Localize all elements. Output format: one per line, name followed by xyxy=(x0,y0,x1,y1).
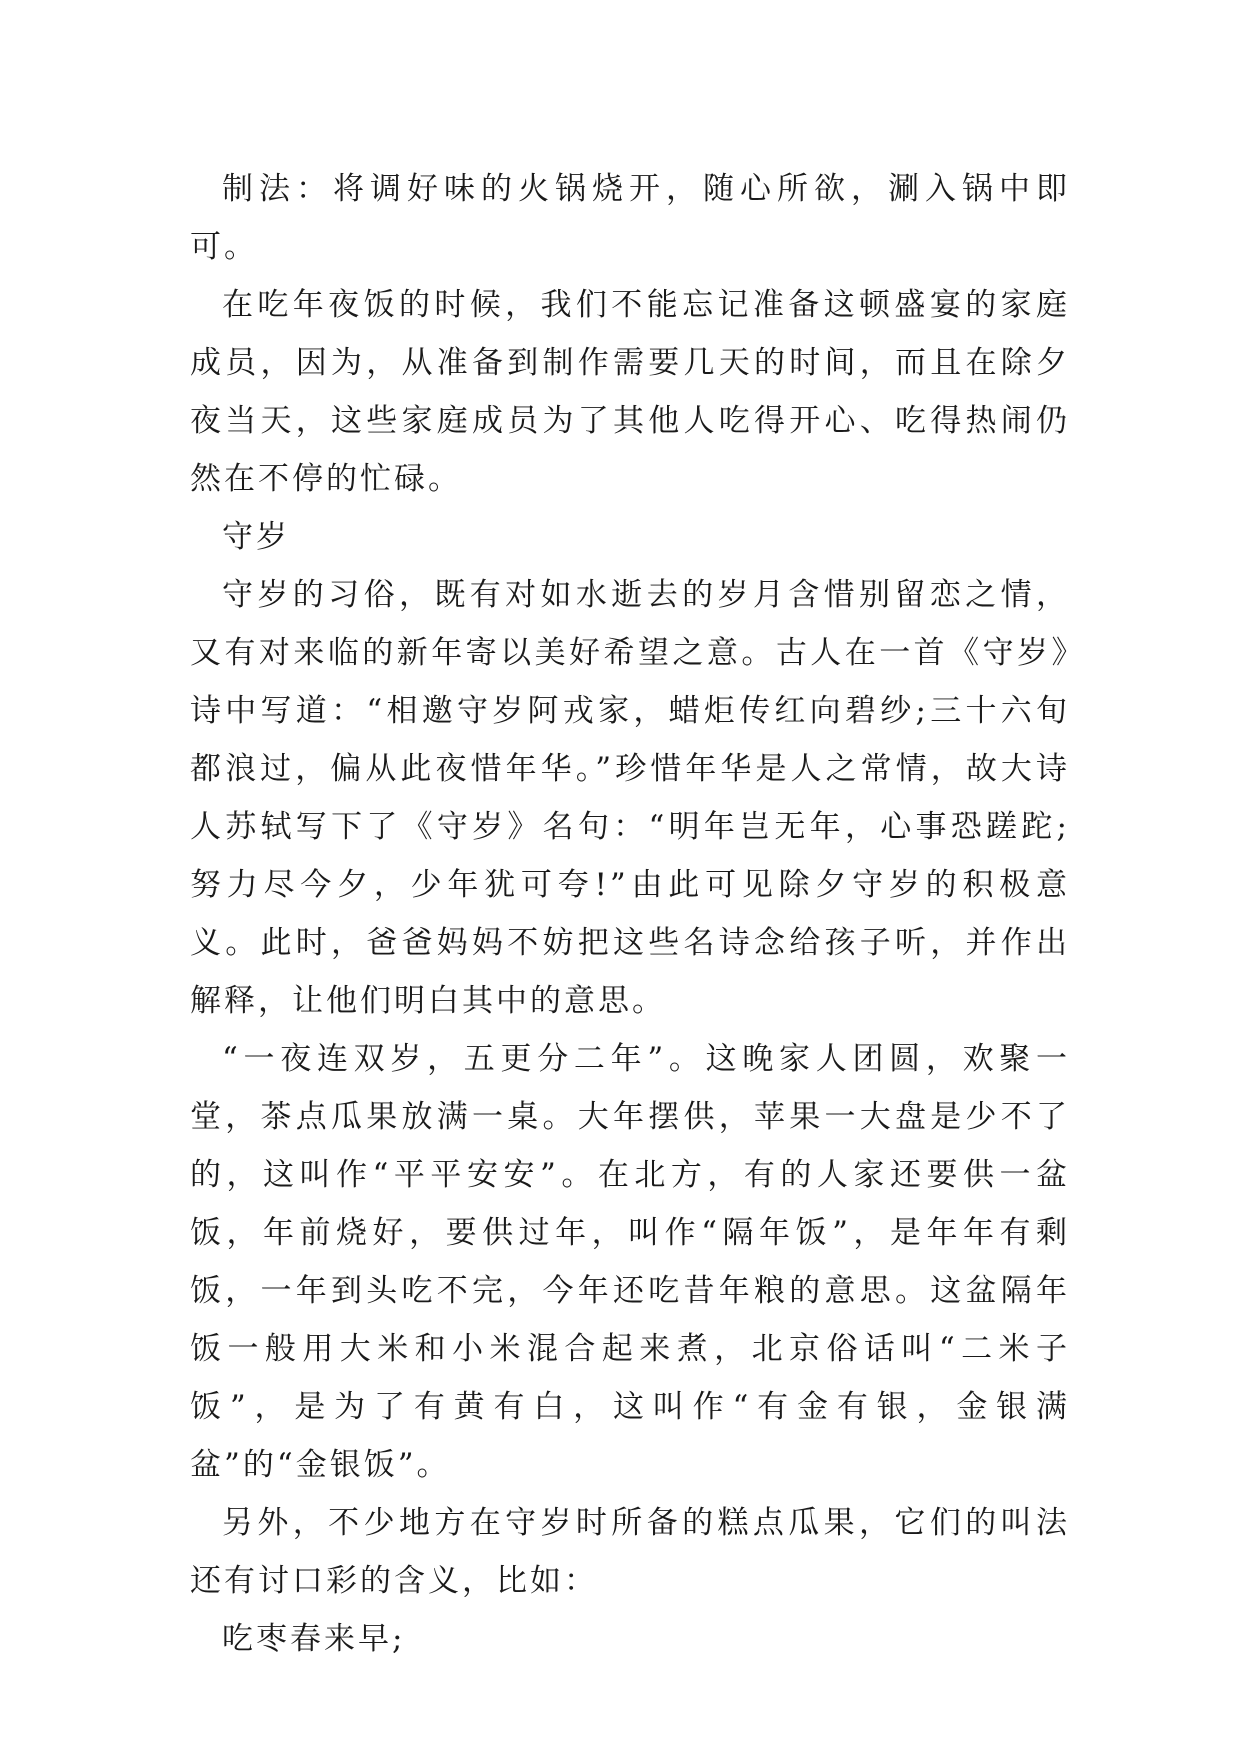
paragraph-new-year-eve: “一夜连双岁，五更分二年”。这晚家人团圆，欢聚一堂，茶点瓜果放满一桌。大年摆供，苹果一大盘是少不了的，这叫作“平平安安”。在北方，有的人家还要供一盆饭，年前烧好，要供过年，叫作“隔年饭”，是年年有剩饭，一年到头吃不完，今年还吃昔年粮的意思。这盆隔年饭一般用大米和小米混合起来煮，北京俗话叫“二米子饭”，是为了有黄有白，这叫作“有金有银，金银满盆”的“金银饭”。 xyxy=(190,1041,1070,1483)
paragraph-snacks: 另外，不少地方在守岁时所备的糕点瓜果，它们的叫法还有讨口彩的含义，比如： xyxy=(190,1505,1070,1599)
paragraph-recipe-method: 制法：将调好味的火锅烧开，随心所欲，涮入锅中即可。 xyxy=(190,171,1070,265)
document-body xyxy=(190,160,1070,1668)
section-heading-shousui: 守岁 xyxy=(222,519,290,555)
paragraph-dates: 吃枣春来早; xyxy=(222,1621,406,1657)
paragraph-family-members: 在吃年夜饭的时候，我们不能忘记准备这顿盛宴的家庭成员，因为，从准备到制作需要几天的时间，而且在除夕夜当天，这些家庭成员为了其他人吃得开心、吃得热闹仍然在不停的忙碌。 xyxy=(190,287,1070,497)
paragraph-shousui-custom: 守岁的习俗，既有对如水逝去的岁月含惜别留恋之情，又有对来临的新年寄以美好希望之意。古人在一首《守岁》诗中写道：“相邀守岁阿戎家，蜡炬传红向碧纱;三十六旬都浪过，偏从此夜惜年华。”珍惜年华是人之常情，故大诗人苏轼写下了《守岁》名句：“明年岂无年，心事恐蹉跎;努力尽今夕，少年犹可夸!”由此可见除夕守岁的积极意义。此时，爸爸妈妈不妨把这些名诗念给孩子听，并作出解释，让他们明白其中的意思。 xyxy=(190,577,1070,1019)
